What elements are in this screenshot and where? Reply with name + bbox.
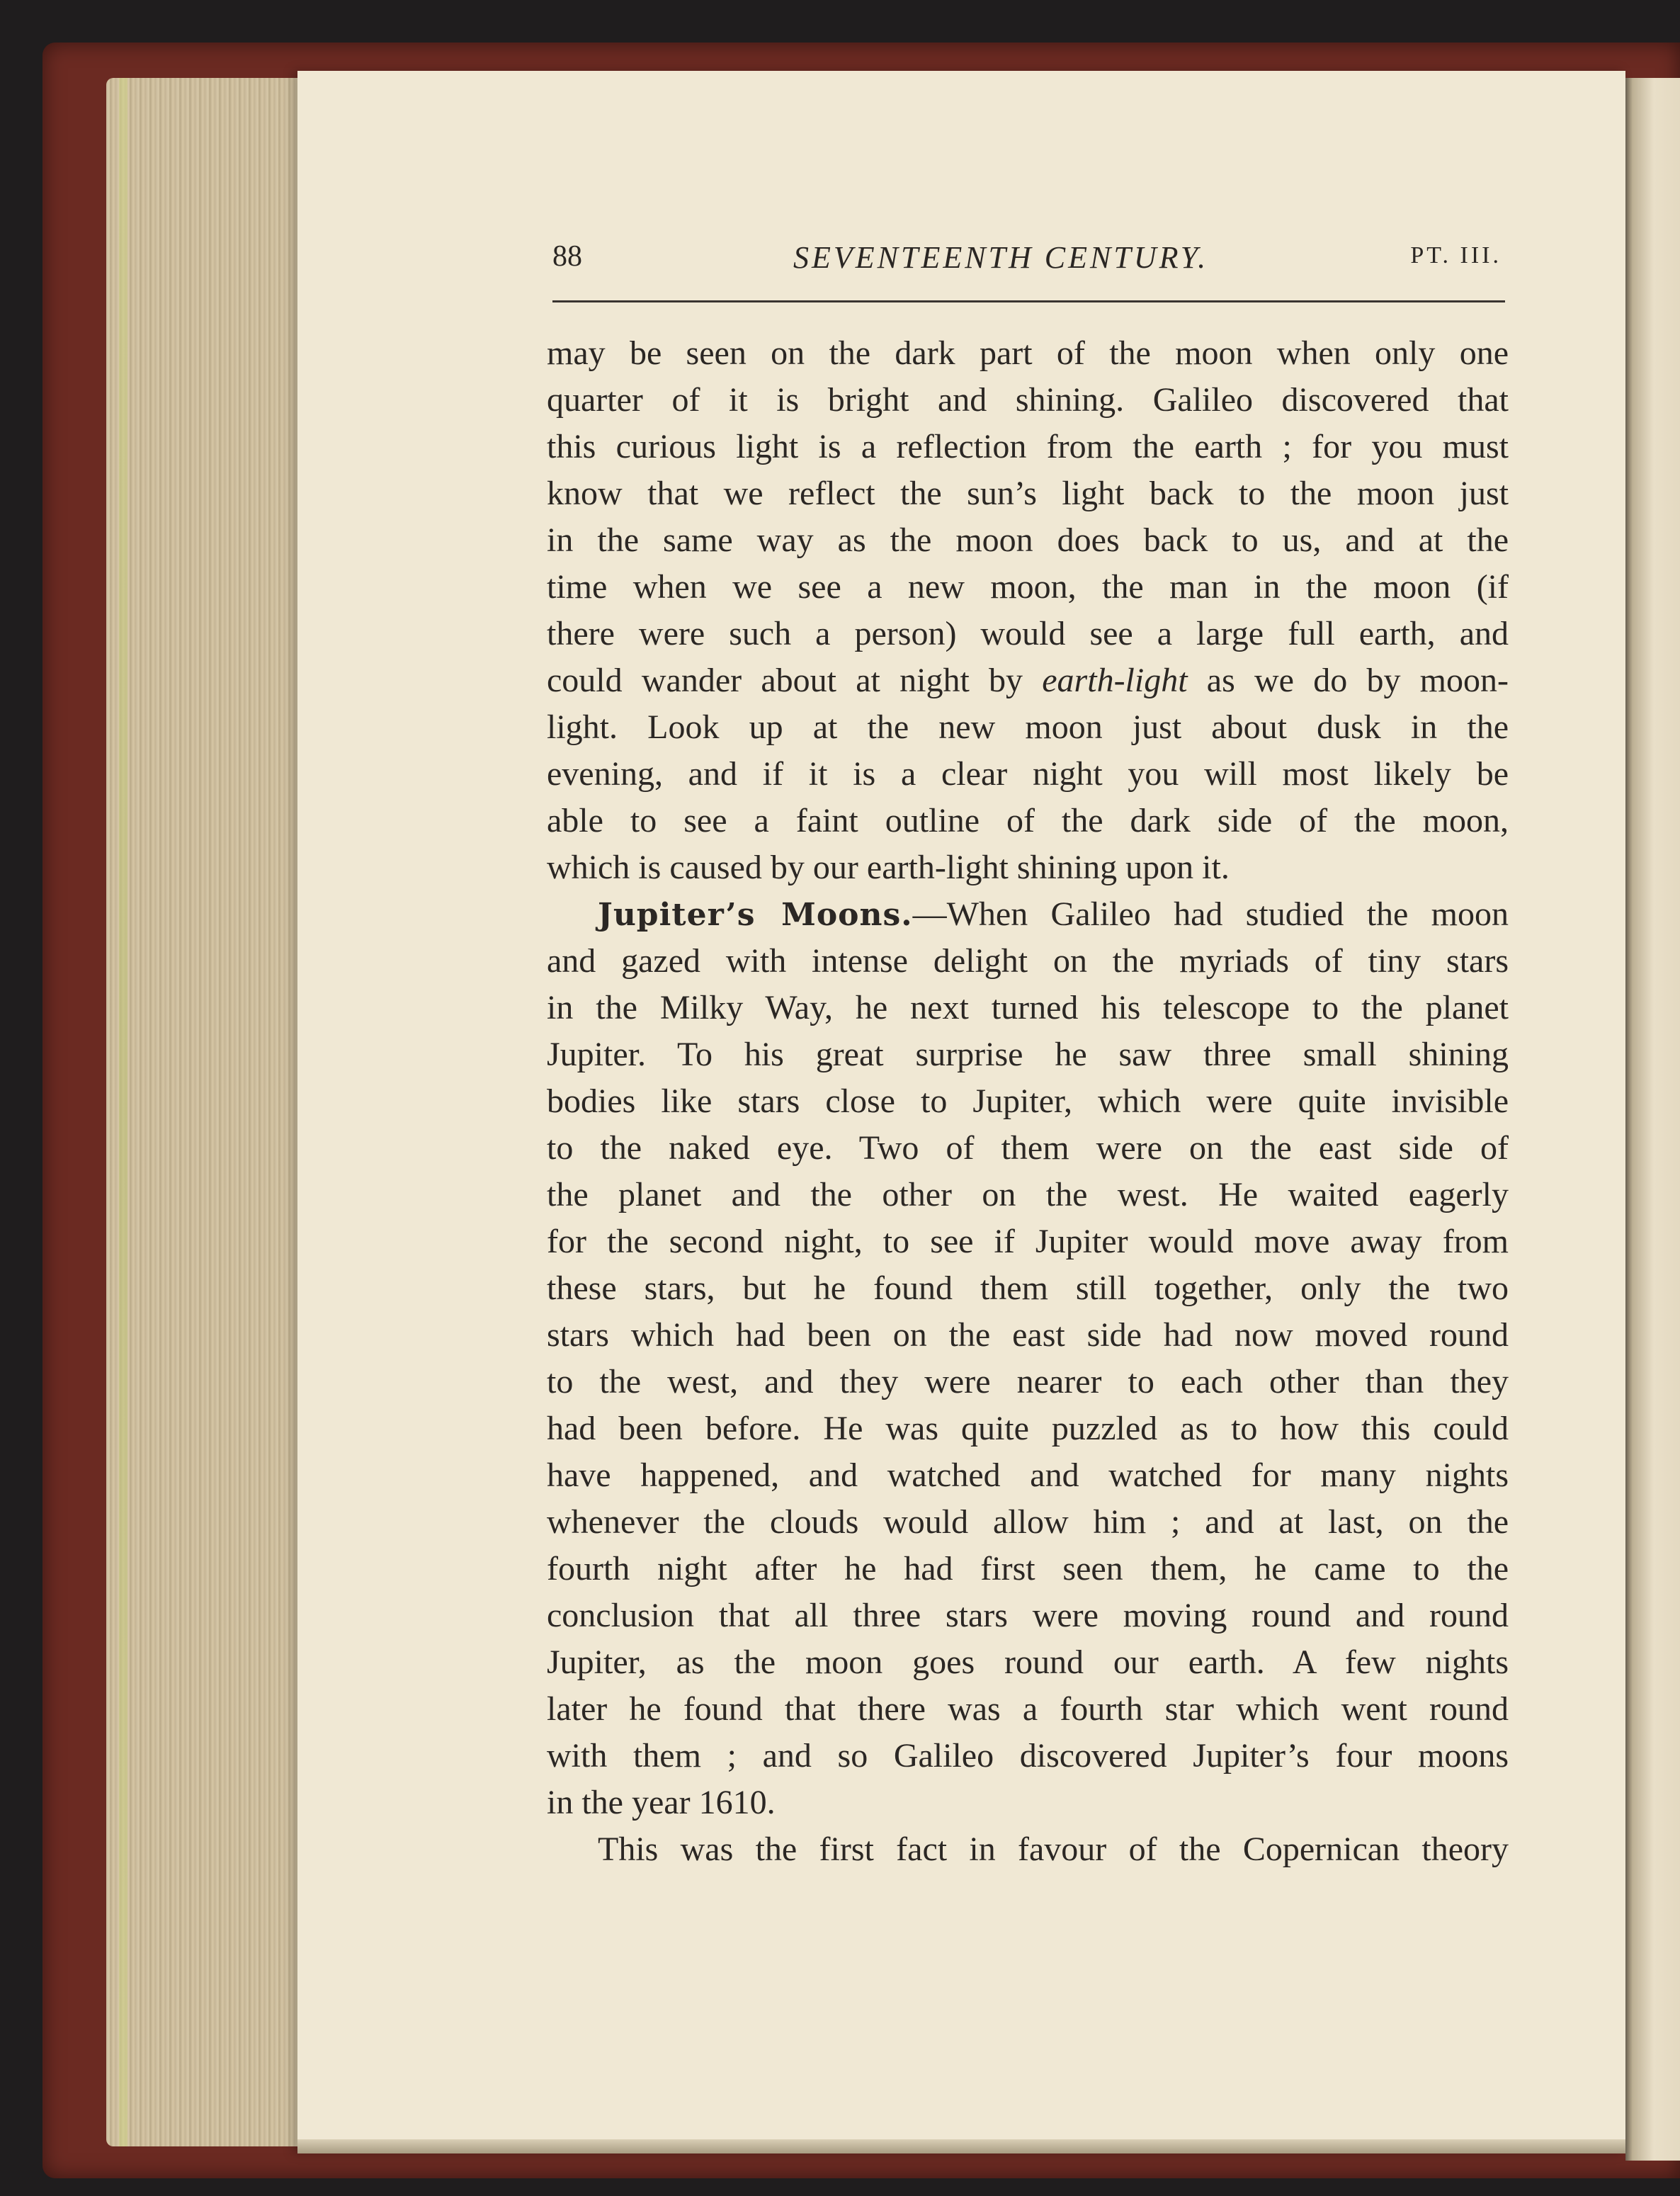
text-line: this curious light is a reflection from the earth ; for you must xyxy=(547,428,1509,465)
text-line: had been before. He was quite puzzled as to how this could xyxy=(547,1410,1509,1447)
facing-page-edge xyxy=(1625,78,1680,2161)
text-line: fourth night after he had first seen them, he came to the xyxy=(547,1550,1509,1587)
text-line: Jupiter, as the moon goes round our earth. A few nights xyxy=(547,1643,1509,1681)
text-line: bodies like stars close to Jupiter, which were quite invisible xyxy=(547,1082,1509,1120)
text-line: which is caused by our earth-light shining upon it. xyxy=(547,849,1230,886)
text-line xyxy=(547,657,1509,704)
header-rule xyxy=(552,300,1505,302)
text-line: know that we reflect the sun’s light back to the moon just xyxy=(547,475,1509,512)
section-heading: Jupiter’s Moons. xyxy=(598,897,913,933)
running-title: SEVENTEENTH CENTURY. xyxy=(793,240,1209,275)
text-line: later he found that there was a fourth star which went round xyxy=(547,1690,1509,1728)
page-bottom-edge xyxy=(297,2139,1625,2153)
text-line: and gazed with intense delight on the myriads of tiny stars xyxy=(547,942,1509,980)
text-line: have happened, and watched and watched for many nights xyxy=(547,1456,1509,1494)
text-fragment: could wander about at night by xyxy=(547,662,1023,699)
text-line: light. Look up at the new moon just about dusk in the xyxy=(547,708,1509,746)
text-line: may be seen on the dark part of the moon when only one xyxy=(547,334,1509,372)
text-line: Jupiter. To his great surprise he saw three small shining xyxy=(547,1036,1509,1073)
text-line: whenever the clouds would allow him ; and at last, on the xyxy=(547,1503,1509,1541)
part-label: PT. III. xyxy=(1410,242,1502,268)
text-line: in the Milky Way, he next turned his telescope to the planet xyxy=(547,989,1509,1026)
text-line: for the second night, to see if Jupiter would move away from xyxy=(547,1223,1509,1260)
text-line: in the same way as the moon does back to us, and at the xyxy=(547,521,1509,559)
text-fragment: —When Galileo had studied the moon xyxy=(912,895,1509,933)
text-fragment: as we do by moon- xyxy=(1206,662,1509,699)
text-line: there were such a person) would see a large full earth, and xyxy=(547,615,1509,652)
text-line xyxy=(547,891,1509,938)
page-number: 88 xyxy=(552,240,582,273)
page-edges xyxy=(106,78,312,2146)
text-line: quarter of it is bright and shining. Galileo discovered that xyxy=(547,381,1509,419)
text-line: time when we see a new moon, the man in the moon (if xyxy=(547,568,1509,606)
text-line: conclusion that all three stars were moving round and round xyxy=(547,1597,1509,1634)
text-line: able to see a faint outline of the dark side of the moon, xyxy=(547,802,1509,839)
text-line: stars which had been on the east side had now moved round xyxy=(547,1316,1509,1354)
text-line: to the west, and they were nearer to each other than they xyxy=(547,1363,1509,1400)
text-line: evening, and if it is a clear night you will most likely be xyxy=(547,755,1509,793)
text-line: in the year 1610. xyxy=(547,1784,776,1821)
text-line: the planet and the other on the west. He waited eagerly xyxy=(547,1176,1509,1213)
body-text xyxy=(547,330,1509,1873)
running-head xyxy=(552,227,1502,276)
text-line: to the naked eye. Two of them were on the east side of xyxy=(547,1129,1509,1167)
text-line: these stars, but he found them still together, only the two xyxy=(547,1269,1509,1307)
italic-term: earth-light xyxy=(1042,662,1188,699)
text-line: This was the first fact in favour of the Copernican theory xyxy=(598,1830,1509,1868)
text-line: with them ; and so Galileo discovered Jupiter’s four moons xyxy=(547,1737,1509,1775)
